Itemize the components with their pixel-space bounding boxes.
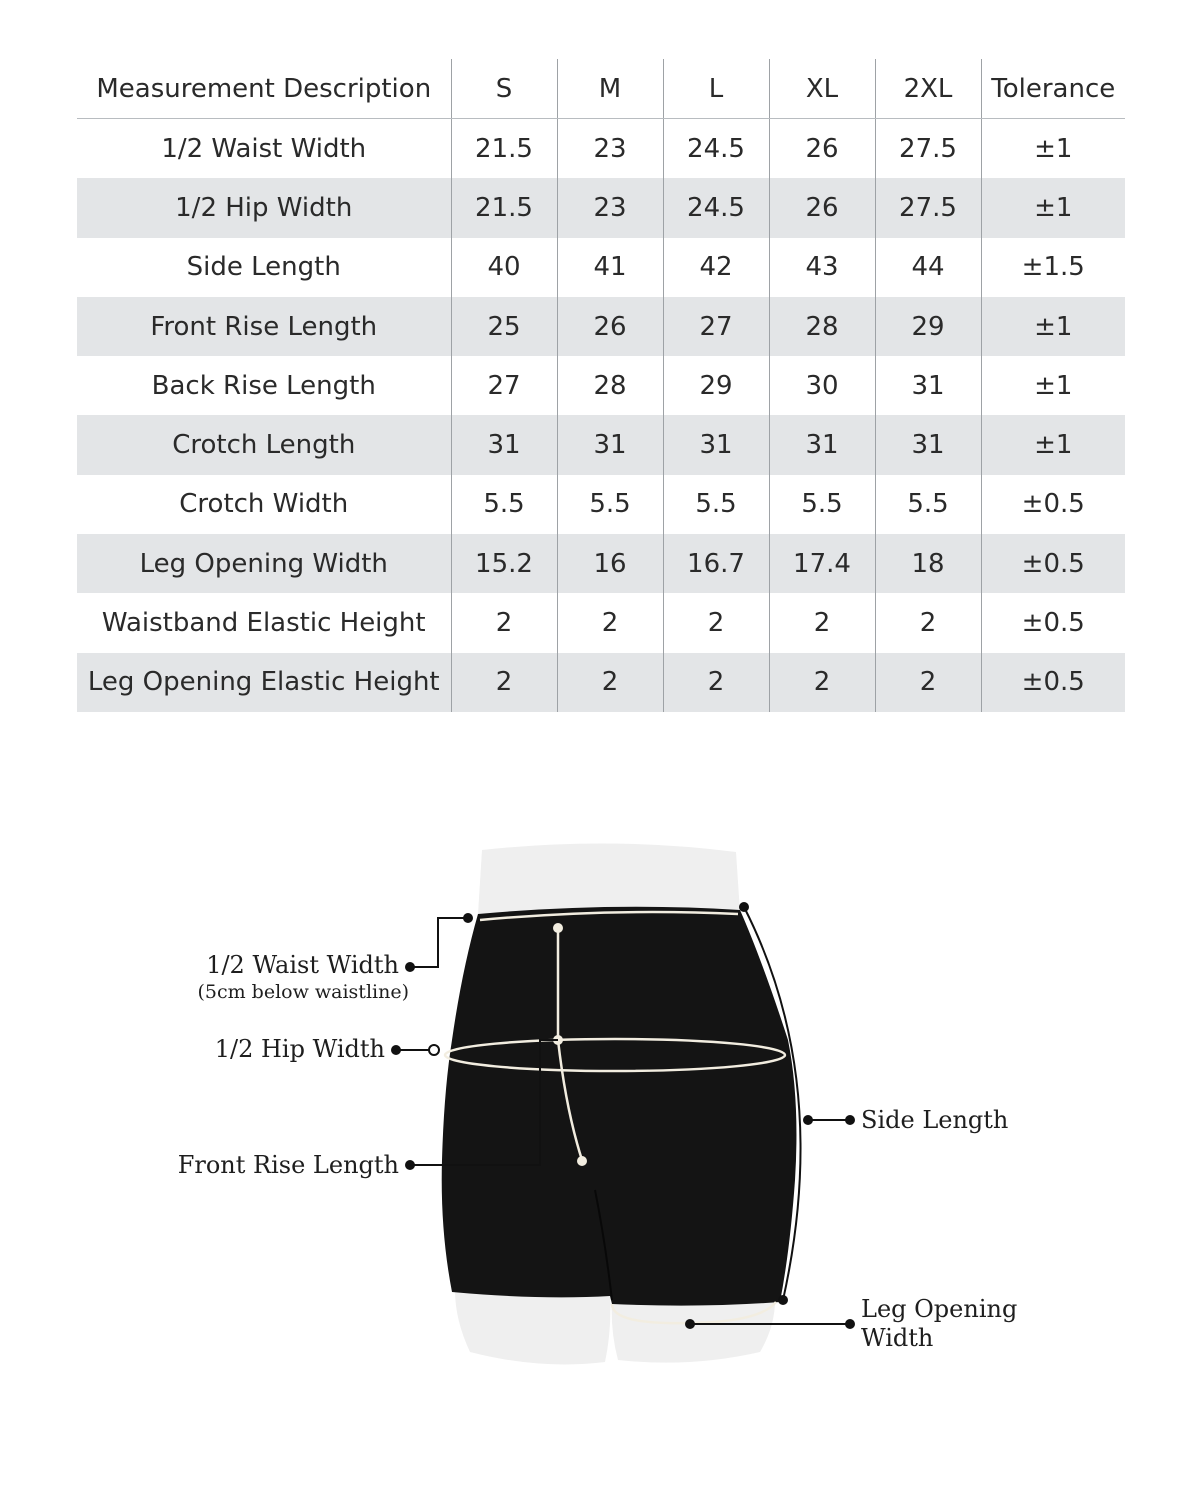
table-cell: 2 xyxy=(769,593,875,652)
table-cell: 27 xyxy=(451,356,557,415)
header-measurement-description: Measurement Description xyxy=(77,59,451,119)
waist-anchor-dot xyxy=(463,913,473,923)
table-cell: 2 xyxy=(875,593,981,652)
table-row xyxy=(77,178,1125,237)
measurement-name-cell: Waistband Elastic Height xyxy=(101,608,426,639)
size-chart-table xyxy=(77,59,1125,712)
side-length-label: Side Length xyxy=(861,1106,1009,1134)
measurement-name-cell: Back Rise Length xyxy=(151,370,376,401)
table-cell: 28 xyxy=(769,297,875,356)
table-header-row xyxy=(77,59,1125,119)
table-cell: 30 xyxy=(769,356,875,415)
waist-width-note: (5cm below waistline) xyxy=(197,981,409,1003)
table-cell: 41 xyxy=(557,238,663,297)
shorts-garment xyxy=(442,907,797,1306)
table-row xyxy=(77,593,1125,652)
table-cell: 2 xyxy=(663,653,769,712)
mannequin-left-leg xyxy=(455,1290,610,1364)
side-length-top-dot xyxy=(739,902,749,912)
table-cell: 5.5 xyxy=(451,475,557,534)
measurement-diagram xyxy=(0,800,1200,1420)
table-cell: 2 xyxy=(663,593,769,652)
table-cell: 5.5 xyxy=(769,475,875,534)
table-cell: 42 xyxy=(663,238,769,297)
table-cell: 31 xyxy=(451,415,557,474)
waist-point xyxy=(553,923,563,933)
measurement-name-cell: Crotch Width xyxy=(179,489,349,520)
side-length-callout-dot xyxy=(845,1115,855,1125)
table-cell: 5.5 xyxy=(557,475,663,534)
table-cell: 31 xyxy=(557,415,663,474)
table-cell: ±0.5 xyxy=(981,653,1125,712)
measurement-name-cell: Front Rise Length xyxy=(77,297,451,356)
table-cell: 18 xyxy=(875,534,981,593)
table-row xyxy=(77,415,1125,474)
table-cell: 16 xyxy=(557,534,663,593)
table-cell: ±1 xyxy=(981,415,1125,474)
leg-opening-anchor-dot xyxy=(685,1319,695,1329)
table-row xyxy=(77,297,1125,356)
table-cell: 28 xyxy=(557,356,663,415)
table-cell: 21.5 xyxy=(451,119,557,179)
leg-opening-width-label-line1: Leg Opening xyxy=(861,1295,1018,1323)
header-col-5: 2XL xyxy=(875,59,981,119)
header-col-2: M xyxy=(557,59,663,119)
table-cell: 2 xyxy=(451,593,557,652)
table-cell: 17.4 xyxy=(769,534,875,593)
table-cell: 2 xyxy=(769,653,875,712)
table-row xyxy=(77,356,1125,415)
table-row xyxy=(77,475,1125,534)
table-cell: 2 xyxy=(557,653,663,712)
table-cell: 16.7 xyxy=(663,534,769,593)
table-cell: 5.5 xyxy=(663,475,769,534)
measurement-name-cell: Leg Opening Width xyxy=(77,534,451,593)
measurement-name-cell: Crotch Length xyxy=(77,415,451,474)
measurement-name-cell: Side Length xyxy=(186,252,341,283)
hip-anchor-dot xyxy=(429,1045,439,1055)
table-cell: 2 xyxy=(557,593,663,652)
mannequin-right-leg xyxy=(612,1296,775,1363)
hip-callout-dot xyxy=(391,1045,401,1055)
table-cell: 2 xyxy=(875,653,981,712)
measurement-name-cell: Leg Opening Elastic Height xyxy=(77,653,451,712)
front-rise-length-label: Front Rise Length xyxy=(177,1151,399,1179)
table-cell: 31 xyxy=(769,415,875,474)
table-cell: 5.5 xyxy=(875,475,981,534)
table-cell: 25 xyxy=(451,297,557,356)
table-cell: 29 xyxy=(663,356,769,415)
table-cell: 24.5 xyxy=(663,119,769,179)
table-cell: 2 xyxy=(451,653,557,712)
measurement-name-cell: 1/2 Waist Width xyxy=(161,133,367,164)
table-cell: 43 xyxy=(769,238,875,297)
mannequin-torso xyxy=(478,843,740,914)
table-row xyxy=(77,119,1125,179)
table-cell: 15.2 xyxy=(451,534,557,593)
side-length-anchor-dot xyxy=(803,1115,813,1125)
table-cell: 26 xyxy=(769,119,875,179)
header-col-1: S xyxy=(451,59,557,119)
table-cell: 26 xyxy=(769,178,875,237)
table-cell: 31 xyxy=(663,415,769,474)
table-cell: 21.5 xyxy=(451,178,557,237)
header-col-6: Tolerance xyxy=(981,59,1125,119)
waist-callout-dot xyxy=(405,962,415,972)
leg-opening-callout-dot xyxy=(845,1319,855,1329)
front-rise-callout-dot xyxy=(405,1160,415,1170)
table-row xyxy=(77,653,1125,712)
leg-opening-width-label-line2: Width xyxy=(861,1324,934,1352)
table-cell: ±0.5 xyxy=(981,475,1125,534)
table-cell: ±0.5 xyxy=(981,534,1125,593)
measurement-name-cell: 1/2 Hip Width xyxy=(77,178,451,237)
crotch-point xyxy=(577,1156,587,1166)
table-cell: 24.5 xyxy=(663,178,769,237)
header-col-3: L xyxy=(663,59,769,119)
hip-width-label: 1/2 Hip Width xyxy=(214,1035,385,1063)
table-cell: 31 xyxy=(875,356,981,415)
table-cell: 27.5 xyxy=(875,178,981,237)
table-cell: ±1 xyxy=(981,297,1125,356)
table-cell: ±1 xyxy=(981,119,1125,179)
waist-width-label: 1/2 Waist Width xyxy=(206,951,399,979)
table-cell: 27 xyxy=(663,297,769,356)
table-cell: ±0.5 xyxy=(981,593,1125,652)
table-body xyxy=(77,119,1125,712)
table-cell: 31 xyxy=(875,415,981,474)
table-cell: 26 xyxy=(557,297,663,356)
table-cell: 29 xyxy=(875,297,981,356)
table-cell: 23 xyxy=(557,119,663,179)
table-cell: ±1.5 xyxy=(981,238,1125,297)
waist-callout-line xyxy=(410,918,468,967)
table-cell: ±1 xyxy=(981,178,1125,237)
table-cell: 23 xyxy=(557,178,663,237)
table-cell: 40 xyxy=(451,238,557,297)
side-length-bottom-dot xyxy=(778,1295,788,1305)
table-cell: ±1 xyxy=(981,356,1125,415)
header-col-4: XL xyxy=(769,59,875,119)
table-cell: 44 xyxy=(875,238,981,297)
table-row xyxy=(77,534,1125,593)
table-row xyxy=(77,238,1125,297)
table-cell: 27.5 xyxy=(875,119,981,179)
